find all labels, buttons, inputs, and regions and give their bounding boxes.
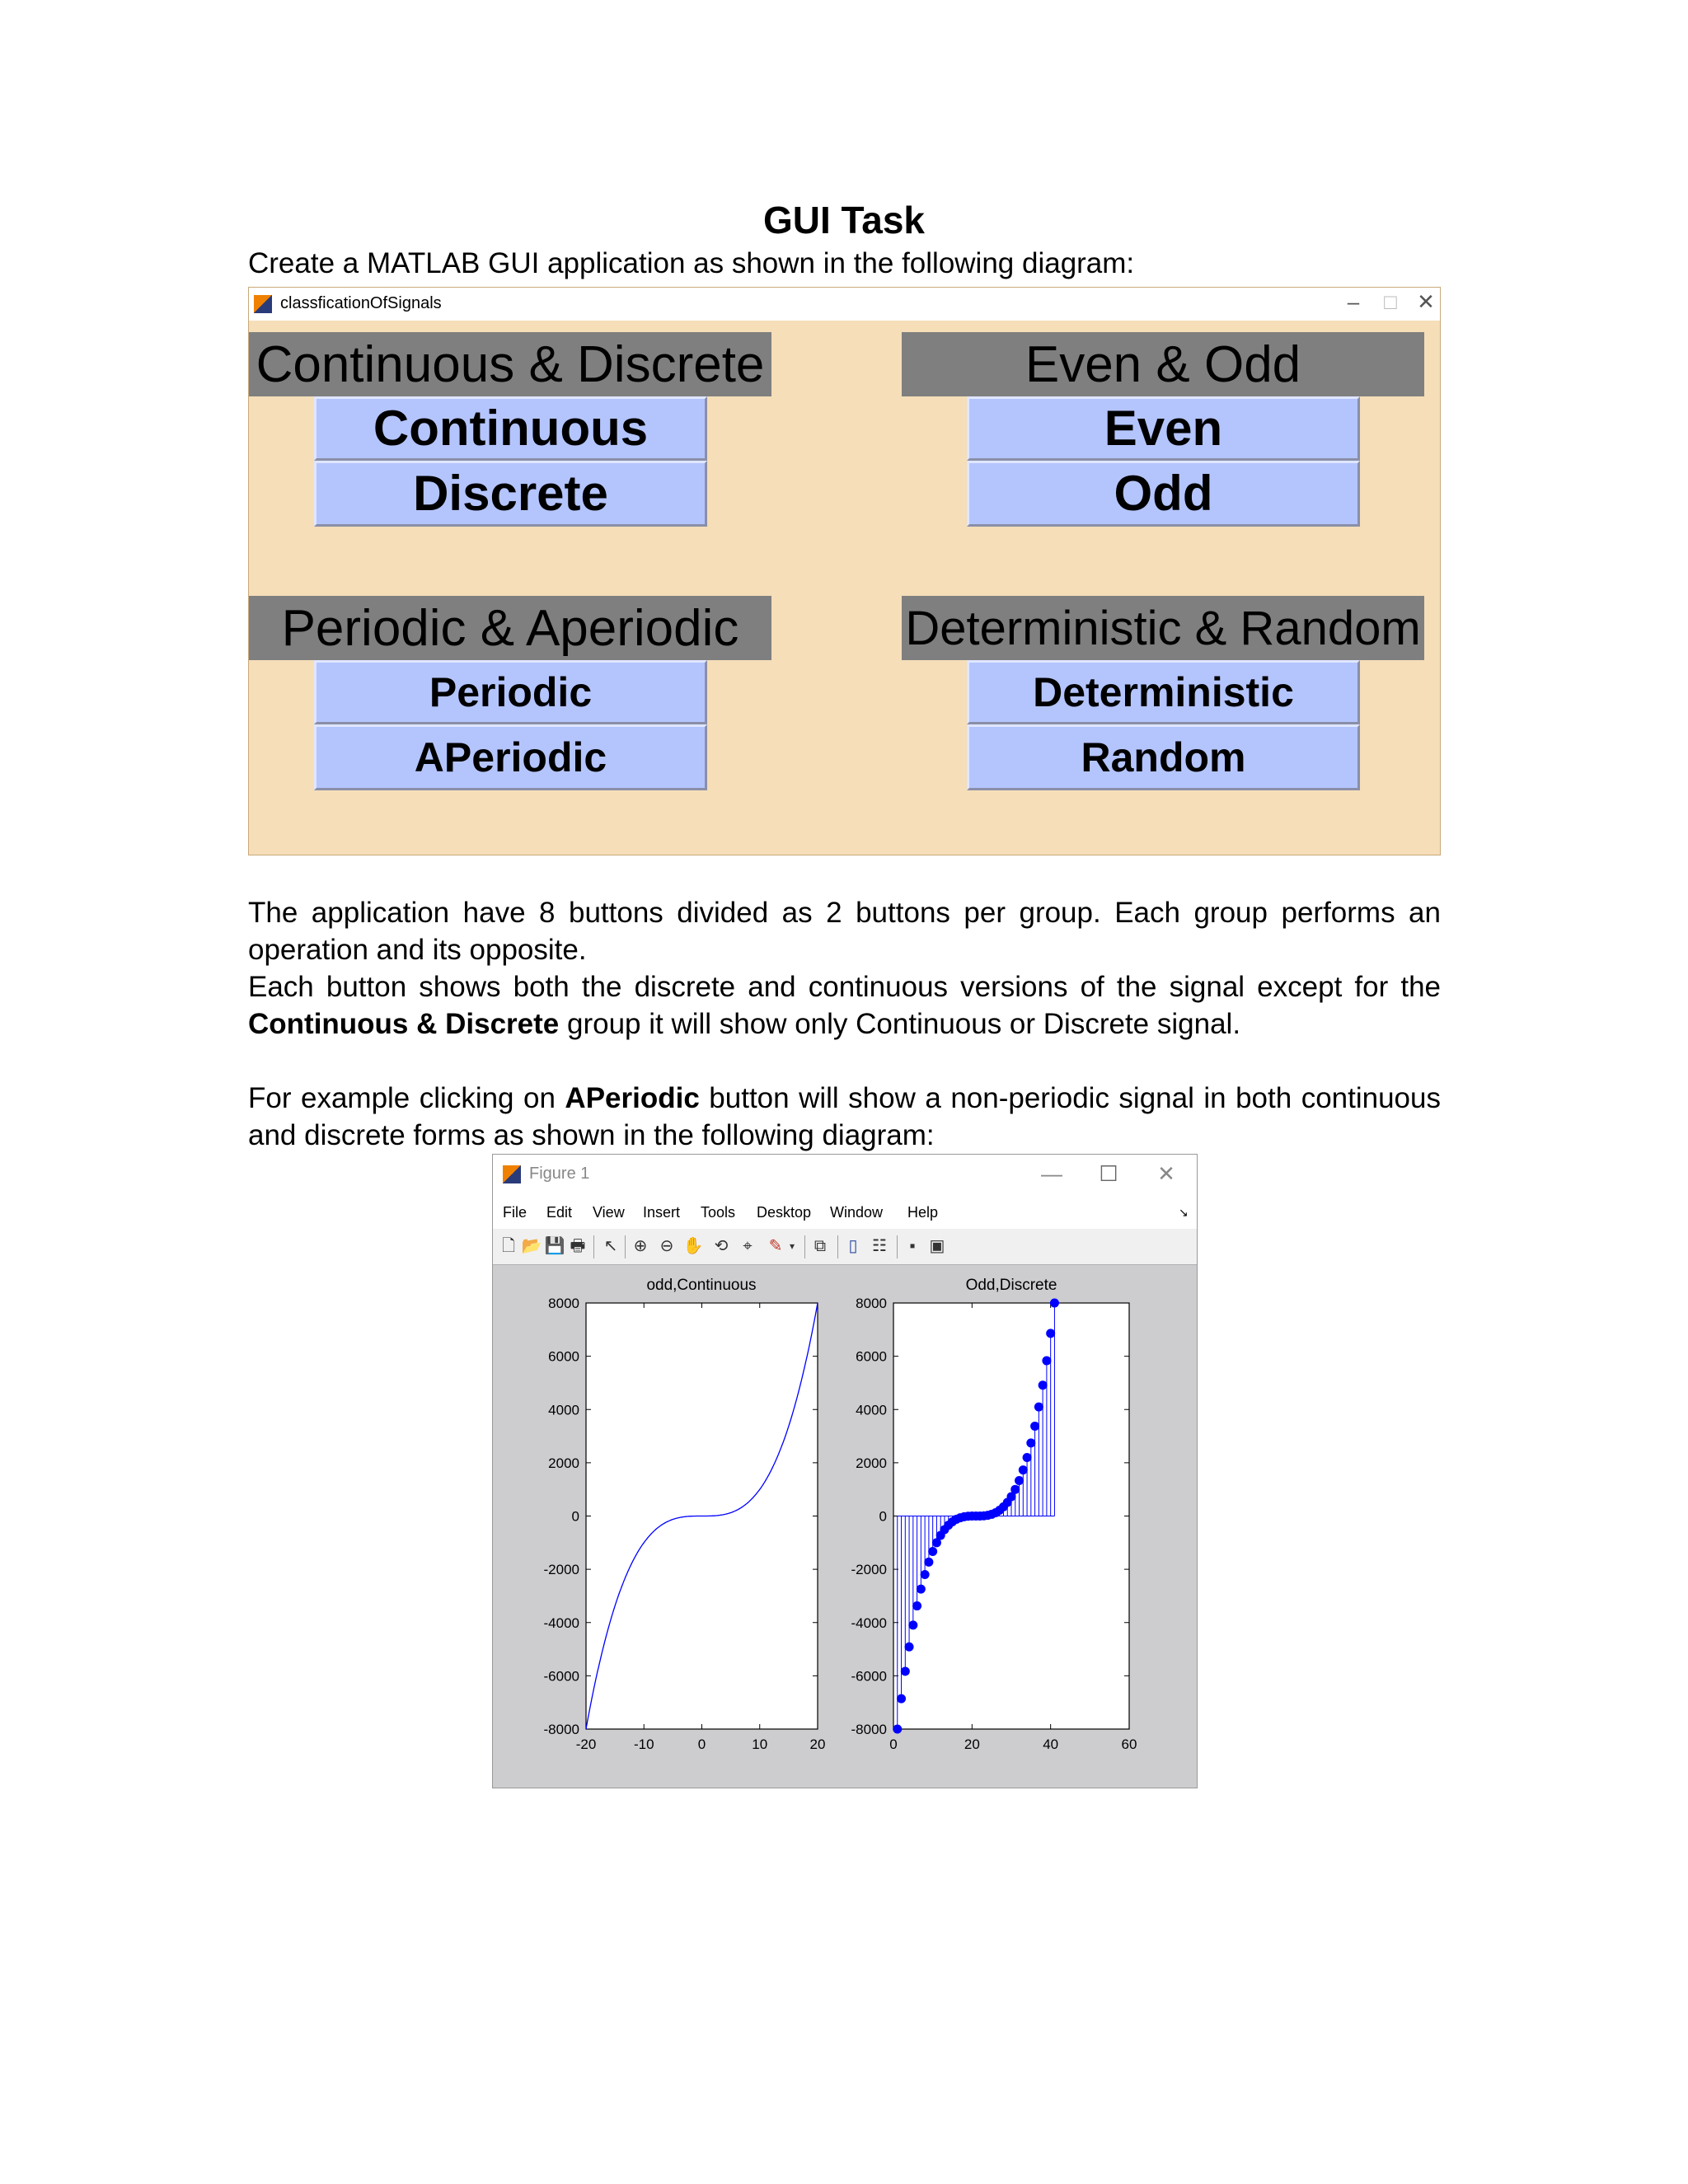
chart-title-discrete: Odd,Discrete [965, 1277, 1057, 1294]
behavior-text-start: Each button shows both the discrete and continuous versions of the signal except for the [248, 971, 1441, 1003]
close-icon[interactable]: ✕ [1417, 289, 1435, 314]
ytick-label: 4000 [548, 1402, 579, 1418]
document-title: GUI Task [763, 199, 925, 241]
stem-marker [921, 1570, 930, 1579]
group-header-continuous-discrete: Continuous & Discrete [249, 332, 771, 396]
example-text-bold: APeriodic [565, 1082, 700, 1114]
xtick-label: 10 [752, 1736, 768, 1752]
toolbar-separator [837, 1235, 838, 1258]
minimize-icon[interactable]: – [1347, 289, 1360, 314]
figure-menubar [493, 1194, 1197, 1229]
group-header-deterministic-random: Deterministic & Random [902, 596, 1424, 660]
stem-marker [1015, 1476, 1024, 1485]
xtick-label: 60 [1121, 1736, 1137, 1752]
toolbar-separator [625, 1235, 626, 1258]
ytick-label: 0 [571, 1508, 579, 1525]
description-paragraph: The application have 8 buttons divided as 2 buttons per group. Each group performs an operation and its opposite. [248, 897, 1441, 966]
save-icon[interactable]: 💾 [544, 1237, 565, 1255]
ytick-label: -8000 [851, 1722, 887, 1737]
ytick-label: 4000 [856, 1402, 887, 1418]
aperiodic-button[interactable]: APeriodic [314, 724, 707, 790]
example-text-end: button will show a non-periodic signal in both continuous and discrete forms as shown in the following diagram: [248, 1082, 1441, 1151]
brush-icon[interactable]: ✎ [768, 1237, 783, 1255]
menu-tools[interactable]: Tools [701, 1204, 736, 1221]
xtick-label: -20 [575, 1736, 597, 1752]
xtick-label: 0 [697, 1736, 706, 1752]
data-cursor-icon[interactable]: ⌖ [743, 1237, 753, 1255]
example-paragraph [248, 1080, 1441, 1154]
maximize-icon[interactable]: ☐ [1099, 1161, 1118, 1186]
intro-text: Create a MATLAB GUI application as shown in the following diagram: [248, 247, 1135, 279]
open-folder-icon[interactable]: 📂 [521, 1237, 542, 1255]
ytick-label: -4000 [543, 1615, 579, 1631]
menu-view[interactable]: View [593, 1204, 625, 1221]
discrete-button[interactable]: Discrete [314, 461, 707, 527]
figure-toolbar [493, 1229, 1197, 1265]
legend-icon[interactable]: ☷ [872, 1237, 887, 1255]
minimize-icon[interactable]: — [1041, 1161, 1062, 1186]
maximize-icon[interactable]: □ [1384, 289, 1397, 314]
colorbar-icon[interactable]: ▯ [848, 1237, 858, 1255]
ytick-label: 2000 [548, 1455, 579, 1471]
ytick-label: -2000 [543, 1562, 579, 1578]
axes-continuous [544, 1277, 826, 1752]
matlab-app-icon [503, 1165, 521, 1183]
stem-marker [924, 1558, 933, 1567]
pan-hand-icon[interactable]: ✋ [682, 1237, 704, 1255]
stem-marker [893, 1725, 902, 1734]
gui-window-title: classficationOfSignals [280, 294, 442, 312]
ytick-label: 2000 [856, 1455, 887, 1471]
behavior-paragraph [248, 968, 1441, 1043]
stem-marker [1026, 1438, 1035, 1447]
ytick-label: 6000 [548, 1348, 579, 1365]
link-plot-icon[interactable]: ⧉ [814, 1237, 827, 1255]
ytick-label: 6000 [856, 1348, 887, 1365]
stem-marker [1046, 1329, 1055, 1338]
matlab-app-icon [254, 295, 272, 313]
figure-window [492, 1154, 1198, 1788]
ytick-label: -6000 [851, 1668, 887, 1685]
ytick-label: -8000 [543, 1722, 579, 1737]
ytick-label: 8000 [856, 1296, 887, 1311]
stem-marker [1010, 1485, 1020, 1494]
figure-window-title: Figure 1 [529, 1165, 590, 1183]
axes-discrete [851, 1277, 1137, 1752]
menu-insert[interactable]: Insert [643, 1204, 681, 1221]
zoom-in-icon[interactable]: ⊕ [633, 1237, 648, 1255]
xtick-label: 20 [964, 1736, 980, 1752]
continuous-button[interactable]: Continuous [314, 396, 707, 461]
stem-marker [908, 1620, 917, 1629]
zoom-out-icon[interactable]: ⊖ [659, 1237, 674, 1255]
stem-marker [897, 1694, 906, 1704]
ytick-label: -6000 [543, 1668, 579, 1685]
menu-desktop[interactable]: Desktop [757, 1204, 812, 1221]
show-plot-tools-icon[interactable]: ▣ [929, 1237, 945, 1255]
pointer-icon[interactable]: ↖ [603, 1237, 618, 1255]
xtick-label: 40 [1043, 1736, 1059, 1752]
figure-plots [493, 1265, 1197, 1788]
stem-marker [1030, 1422, 1039, 1431]
toolbar-separator [804, 1235, 805, 1258]
stem-marker [928, 1547, 937, 1556]
stem-marker [905, 1643, 914, 1652]
xtick-label: -10 [633, 1736, 654, 1752]
hide-plot-tools-icon[interactable]: ▪ [909, 1237, 916, 1255]
stem-marker [912, 1601, 921, 1610]
stem-marker [1042, 1357, 1051, 1366]
menu-window[interactable]: Window [830, 1204, 884, 1221]
chart-title-continuous: odd,Continuous [646, 1277, 757, 1294]
rotate-3d-icon[interactable]: ⟲ [714, 1237, 729, 1255]
stem-marker [1050, 1299, 1059, 1308]
gui-titlebar [249, 288, 1440, 321]
xtick-label: 0 [889, 1736, 898, 1752]
stem-marker [917, 1585, 926, 1594]
menu-help[interactable]: Help [907, 1204, 939, 1221]
print-icon[interactable]: 🖶 [570, 1237, 586, 1255]
toolbar-separator [593, 1235, 594, 1258]
stem-marker [1039, 1380, 1048, 1390]
group-header-periodic-aperiodic: Periodic & Aperiodic [249, 596, 771, 660]
gui-window [248, 287, 1441, 855]
even-button[interactable]: Even [967, 396, 1360, 461]
new-file-icon[interactable]: 🗋 [501, 1237, 516, 1255]
group-header-even-odd: Even & Odd [902, 332, 1424, 396]
menu-file[interactable]: File [503, 1204, 528, 1221]
behavior-text-bold: Continuous & Discrete [248, 1008, 560, 1040]
ytick-label: -2000 [851, 1562, 887, 1578]
dock-arrow-icon[interactable]: ↘ [1179, 1206, 1189, 1219]
deterministic-button[interactable]: Deterministic [967, 660, 1360, 724]
random-button[interactable]: Random [967, 724, 1360, 790]
ytick-label: 8000 [548, 1296, 579, 1311]
behavior-text-end: group it will show only Continuous or Discrete signal. [559, 1008, 1241, 1040]
stem-marker [1023, 1453, 1032, 1462]
stem-marker [1019, 1465, 1028, 1474]
stem-marker [1034, 1403, 1043, 1412]
odd-button[interactable]: Odd [967, 461, 1360, 527]
example-text-start: For example clicking on [248, 1082, 565, 1114]
ytick-label: 0 [879, 1508, 887, 1525]
menu-edit[interactable]: Edit [546, 1204, 573, 1221]
periodic-button[interactable]: Periodic [314, 660, 707, 724]
stem-marker [901, 1666, 910, 1675]
brush-dropdown-icon[interactable]: ▾ [789, 1240, 795, 1252]
toolbar-separator [897, 1235, 898, 1258]
figure-titlebar [493, 1155, 1197, 1194]
xtick-label: 20 [809, 1736, 826, 1752]
ytick-label: -4000 [851, 1615, 887, 1631]
close-icon[interactable]: ✕ [1157, 1161, 1175, 1186]
